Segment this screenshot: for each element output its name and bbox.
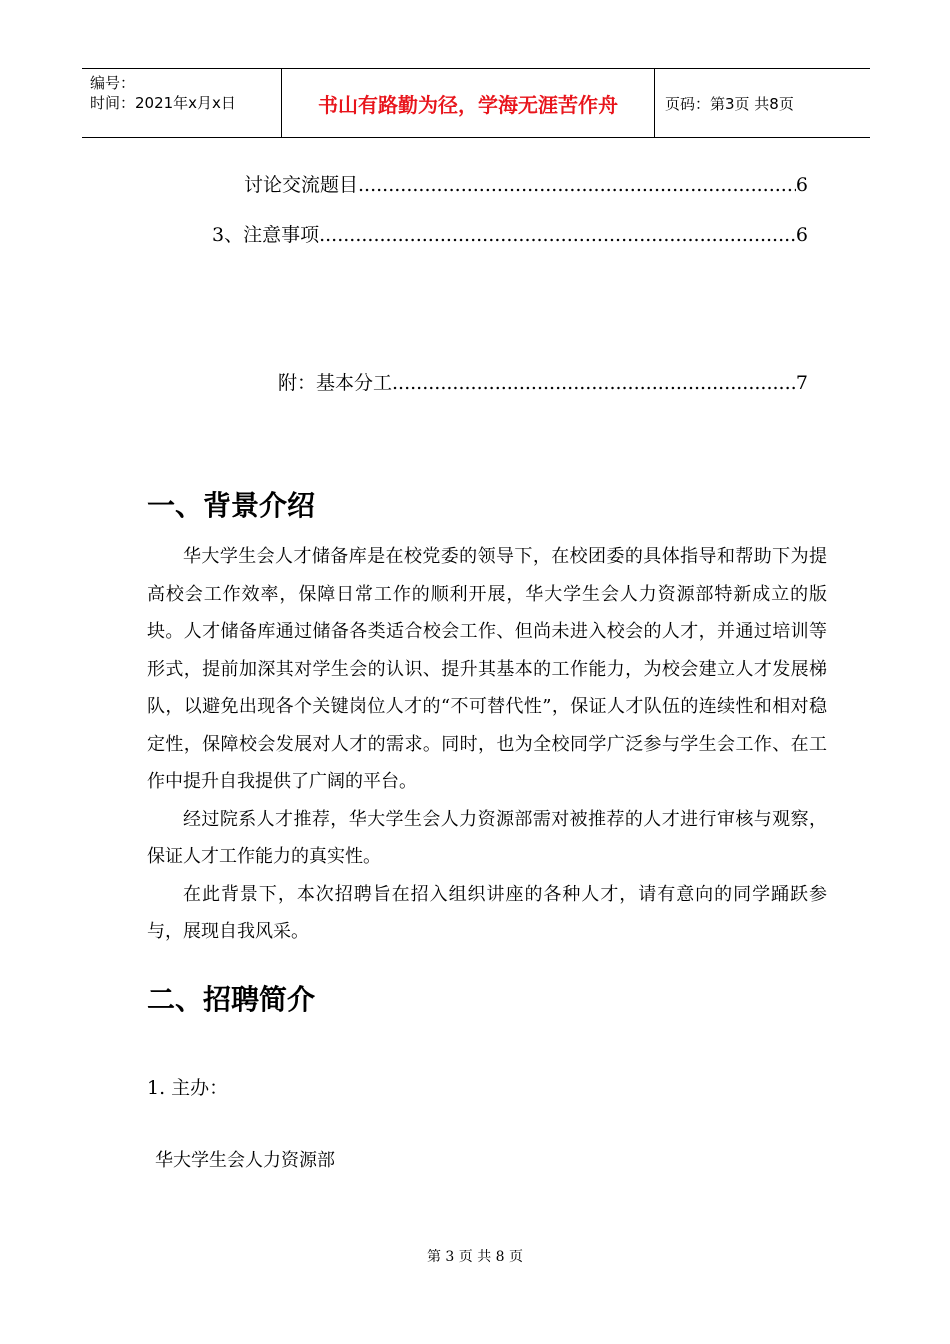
toc-entry-label: 附：基本分工 bbox=[278, 372, 393, 394]
section-heading-background: 一、背景介绍 bbox=[147, 489, 316, 522]
toc-entry-page: 7 bbox=[795, 372, 808, 394]
paragraph: 华大学生会人才储备库是在校党委的领导下，在校团委的具体指导和帮助下为提高校会工作效率，保障日常工作的顺利开展，华大学生会人力资源部特新成立的版块。人才储备库通过储备各类适合校会工作、但尚未进入校会的人才，并通过培训等形式，提前加深其对学生会的认识、提升其基本的工作能力，为校会建立人才发展梯队，以避免出现各个关键岗位人才的“不可替代性”，保证人才队伍的连续性和相对稳定性，保障校会发展对人才的需求。同时，也为全校同学广泛参与学生会工作、在工作中提升自我提供了广阔的平台。 bbox=[147, 546, 827, 792]
page-header bbox=[82, 68, 870, 138]
header-page-label: 页码：第3页 共8页 bbox=[665, 94, 794, 113]
paragraph: 经过院系人才推荐，华大学生会人力资源部需对被推荐的人才进行审核与观察，保证人才工作能力的真实性。 bbox=[147, 808, 827, 867]
page-footer: 第 3 页 共 8 页 bbox=[426, 1249, 524, 1265]
toc-leader bbox=[319, 222, 796, 248]
organizer-value: 华大学生会人力资源部 bbox=[155, 1150, 335, 1171]
toc-entry-label: 3、注意事项 bbox=[212, 224, 320, 246]
toc-leader bbox=[358, 172, 796, 198]
toc-entry-page: 6 bbox=[795, 224, 808, 246]
toc-leader bbox=[392, 370, 796, 396]
paragraph: 在此背景下，本次招聘旨在招入组织讲座的各种人才，请有意向的同学踊跃参与，展现自我风采。 bbox=[147, 883, 827, 942]
header-motto: 书山有路勤为径，学海无涯苦作舟 bbox=[282, 69, 655, 137]
section-heading-recruitment: 二、招聘简介 bbox=[147, 983, 316, 1016]
toc-entry[interactable] bbox=[244, 172, 808, 198]
toc-entry[interactable] bbox=[278, 370, 808, 396]
subheading-organizer: 1. 主办： bbox=[147, 1077, 229, 1099]
time-label: 时间：2021年x月x日 bbox=[90, 94, 236, 112]
section-body-background bbox=[147, 538, 827, 951]
toc-entry-label: 讨论交流题目 bbox=[244, 174, 359, 196]
header-meta bbox=[82, 69, 282, 137]
toc-entry-page: 6 bbox=[795, 174, 808, 196]
code-label: 编号： bbox=[90, 74, 136, 92]
toc-entry[interactable] bbox=[212, 222, 808, 248]
